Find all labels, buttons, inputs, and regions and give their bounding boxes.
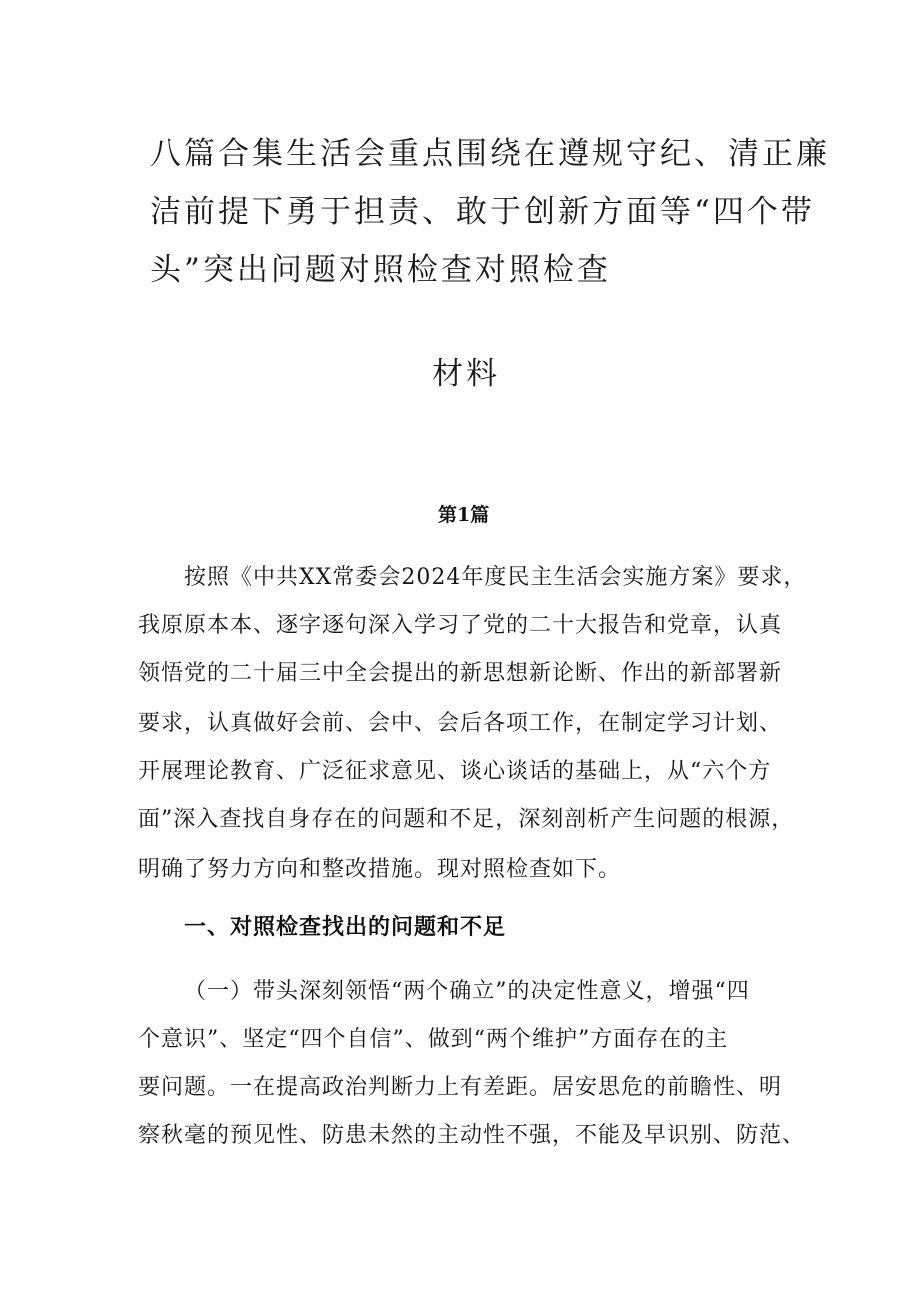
chapter-label: 第1篇 [438,504,490,526]
intro-paragraph-line: 面”深入查找自身存在的问题和不足，深刻剖析产生问题的根源， [138,807,795,832]
document-title-line-2: 洁前提下勇于担责、敢于创新方面等“四个带 [150,194,815,230]
intro-paragraph-line: 明确了努力方向和整改措施。现对照检查如下。 [138,857,622,882]
intro-paragraph-line: 开展理论教育、广泛征求意见、谈心谈话的基础上，从“六个方 [138,759,772,784]
document-title-line-4: 材料 [432,356,500,392]
intro-paragraph-line: 领悟党的二十届三中全会提出的新思想新论断、作出的新部署新 [138,661,783,686]
section-paragraph-line: 察秋毫的预见性、防患未然的主动性不强，不能及早识别、防范、 [138,1123,806,1148]
section-paragraph-line: 个意识”、坚定“四个自信”、做到“两个维护”方面存在的主 [138,1027,729,1052]
document-title-line-1: 八篇合集生活会重点围绕在遵规守纪、清正廉 [150,136,830,172]
section-paragraph-line: 要问题。一在提高政治判断力上有差距。居安思危的前瞻性、明 [138,1075,783,1100]
intro-paragraph-line: 我原原本本、逐字逐句深入学习了党的二十大报告和党章，认真 [138,613,783,638]
intro-paragraph-line: 要求，认真做好会前、会中、会后各项工作，在制定学习计划、 [138,711,783,736]
section-heading: 一、对照检查找出的问题和不足 [184,914,507,940]
section-paragraph-line: （一）带头深刻领悟“两个确立”的决定性意义，增强“四 [184,979,750,1004]
intro-paragraph-line: 按照《中共XX常委会2024年度民主生活会实施方案》要求， [184,565,807,590]
document-title-line-3: 头”突出问题对照检查对照检查 [150,252,611,288]
